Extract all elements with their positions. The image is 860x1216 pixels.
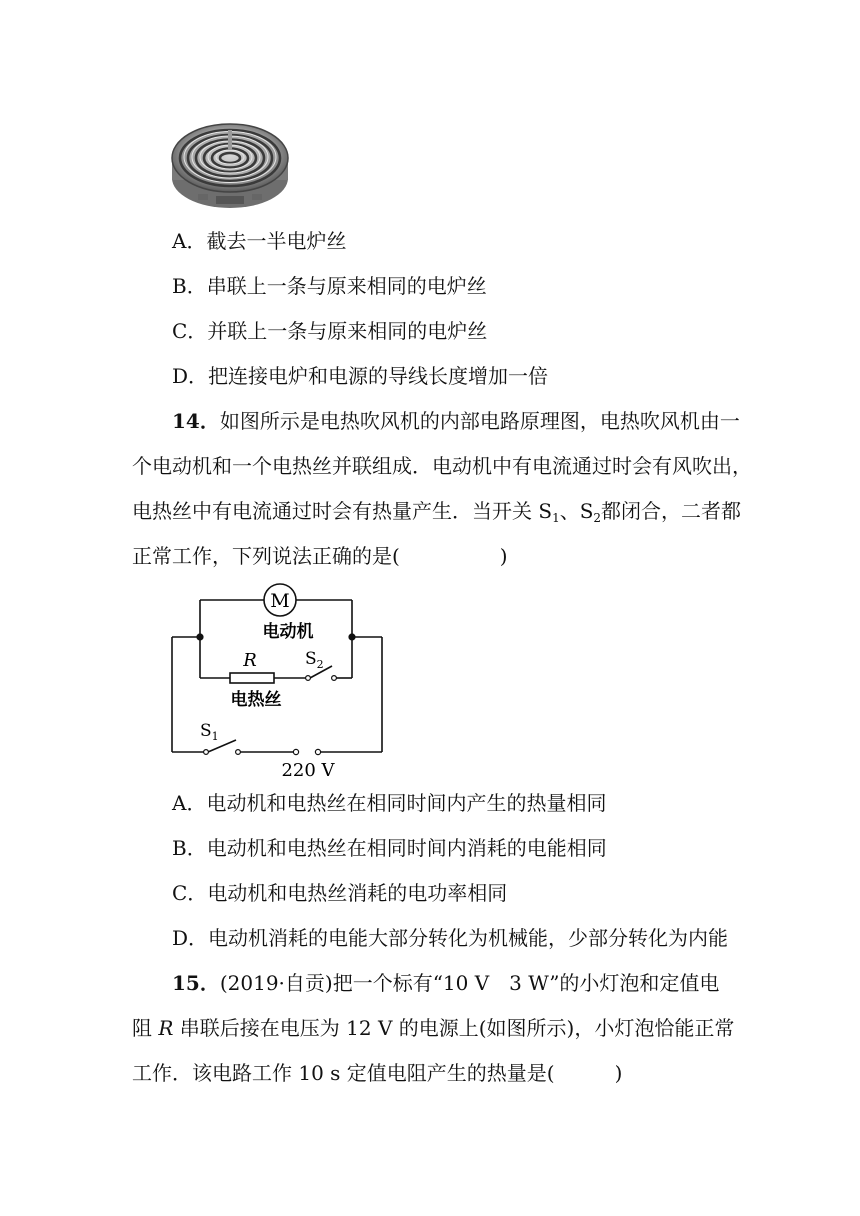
switch-contact [204, 750, 209, 755]
junction-dot [196, 633, 203, 640]
option-text: 电动机和电热丝消耗的电功率相同 [207, 881, 508, 905]
question-text: 个电动机和一个电热丝并联组成．电动机中有电流通过时会有风吹出， [132, 454, 752, 478]
option-text: 把连接电炉和电源的导线长度增加一倍 [208, 364, 549, 388]
option-letter: A． [172, 791, 207, 815]
subscript: 2 [593, 511, 602, 525]
question-14-line-1 [172, 407, 740, 435]
option-c [172, 317, 487, 345]
option-a [172, 789, 606, 817]
option-a [172, 227, 346, 255]
question-text: 串联后接在电压为 12 V 的电源上(如图所示)，小灯泡恰能正常 [173, 1016, 735, 1040]
motor-label: 电动机 [262, 622, 314, 642]
question-number: 15． [172, 971, 220, 995]
question-text: (2019·自贡)把一个标有“10 V 3 W”的小灯泡和定值电 [219, 971, 720, 995]
question-15-line-2 [132, 1014, 734, 1042]
option-d [172, 924, 728, 952]
junction-dot [348, 633, 355, 640]
question-14-line-2 [132, 452, 752, 480]
heater-label: 电热丝 [230, 690, 282, 710]
option-text: 串联上一条与原来相同的电炉丝 [206, 274, 487, 298]
option-text: 电动机和电热丝在相同时间内产生的热量相同 [206, 791, 607, 815]
question-text: 电热丝中有电流通过时会有热量产生．当开关 S [132, 499, 553, 523]
question-14-line-4 [132, 542, 508, 570]
question-text: 正常工作，下列说法正确的是( ) [132, 544, 508, 568]
switch-1-label: $S_1$ [200, 721, 219, 743]
resistor-letter: R [243, 650, 257, 671]
question-text: 工作．该电路工作 10 s 定值电阻产生的热量是( ) [132, 1061, 623, 1085]
question-15-line-3 [132, 1059, 622, 1087]
variable-r: R [158, 1016, 174, 1040]
option-text: 电动机和电热丝在相同时间内消耗的电能相同 [206, 836, 607, 860]
question-text: 、S [559, 499, 594, 523]
power-terminal [293, 749, 298, 754]
switch-contact [306, 676, 311, 681]
option-c [172, 879, 507, 907]
option-letter: A． [172, 229, 207, 253]
motor-letter: M [270, 590, 290, 612]
option-b [172, 834, 607, 862]
option-text: 电动机消耗的电能大部分转化为机械能，少部分转化为内能 [208, 926, 729, 950]
option-letter: C． [172, 319, 208, 343]
question-15-line-1 [172, 969, 719, 997]
power-terminal [315, 749, 320, 754]
option-text: 截去一半电炉丝 [206, 229, 347, 253]
option-letter: B． [172, 836, 207, 860]
question-number: 14． [172, 409, 220, 433]
question-text: 都闭合，二者都 [601, 499, 742, 523]
option-letter: D． [172, 364, 209, 388]
switch-2-label: $S_2$ [305, 649, 324, 671]
switch-contact [236, 750, 241, 755]
option-letter: C． [172, 881, 208, 905]
voltage-label: 220 V [281, 760, 335, 781]
subscript: 1 [552, 511, 560, 525]
option-letter: B． [172, 274, 207, 298]
question-14-line-3 [132, 497, 741, 532]
question-text: 阻 [132, 1016, 159, 1040]
option-text: 并联上一条与原来相同的电炉丝 [207, 319, 488, 343]
option-d [172, 362, 548, 390]
switch-contact [332, 676, 337, 681]
hair-dryer-circuit-diagram [160, 578, 400, 788]
electric-stove-coil-image [168, 118, 292, 214]
option-b [172, 272, 487, 300]
resistor-symbol [230, 673, 274, 683]
option-letter: D． [172, 926, 209, 950]
question-text: 如图所示是电热吹风机的内部电路原理图，电热吹风机由一 [219, 409, 740, 433]
